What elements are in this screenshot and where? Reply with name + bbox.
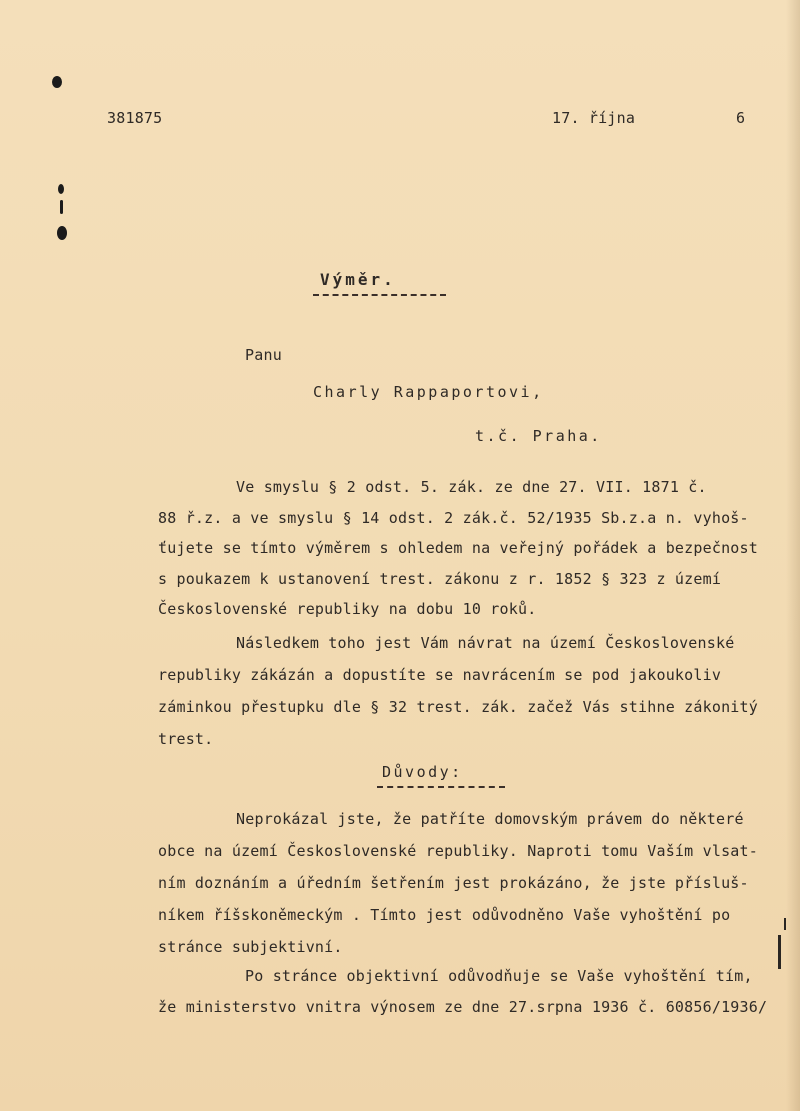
reasons-line: stránce subjektivní. — [158, 938, 343, 956]
salutation: Panu — [245, 346, 282, 364]
binding-mark — [60, 200, 63, 214]
document-title: Výměr. — [320, 270, 396, 289]
reference-number: 381875 — [107, 109, 163, 127]
edge-mark — [778, 935, 781, 969]
reasons-line: obce na území Československé republiky. Naproti tomu Vaším vlsat- — [158, 842, 758, 860]
reasons-line: Po stránce objektivní odůvodňuje se Vaše vyhoštění tím, — [245, 967, 753, 985]
paper-edge-shadow — [786, 0, 800, 1111]
body-line: ťujete se tímto výměrem s ohledem na veřejný pořádek a bezpečnost — [158, 539, 758, 557]
body-line: záminkou přestupku dle § 32 trest. zák. začež Vás stihne zákonitý — [158, 698, 758, 716]
reasons-line: ním doznáním a úředním šetřením jest prokázáno, že jste přísluš- — [158, 874, 749, 892]
body-line: Ve smyslu § 2 odst. 5. zák. ze dne 27. VII. 1871 č. — [236, 478, 707, 496]
body-line: republiky zákázán a dopustíte se navrácením se pod jakoukoliv — [158, 666, 722, 684]
body-line: Následkem toho jest Vám návrat na území Československé — [236, 634, 735, 652]
edge-mark — [784, 918, 786, 930]
punch-hole-mark — [57, 226, 67, 240]
body-line: 88 ř.z. a ve smyslu § 14 odst. 2 zák.č. 52/1935 Sb.z.a n. vyhoš- — [158, 509, 749, 527]
reasons-line: že ministerstvo vnitra výnosem ze dne 27.srpna 1936 č. 60856/1936/ — [158, 998, 768, 1016]
binding-mark — [58, 184, 64, 194]
reasons-line: níkem říšskoněmeckým . Tímto jest odůvodněno Vaše vyhoštění po — [158, 906, 731, 924]
recipient-address: t.č. Praha. — [475, 427, 602, 445]
page-number: 6 — [736, 109, 746, 127]
body-line: Československé republiky na dobu 10 roků. — [158, 600, 537, 618]
reasons-heading: Důvody: — [382, 763, 463, 781]
reasons-underline — [377, 786, 505, 788]
title-underline — [313, 294, 446, 296]
body-line: trest. — [158, 730, 214, 748]
body-line: s poukazem k ustanovení trest. zákonu z r. 1852 § 323 z území — [158, 570, 722, 588]
document-date: 17. října — [552, 109, 636, 127]
recipient-name: Charly Rappaportovi, — [313, 383, 544, 401]
reasons-line: Neprokázal jste, že patříte domovským právem do některé — [236, 810, 744, 828]
punch-hole-mark — [52, 76, 62, 88]
